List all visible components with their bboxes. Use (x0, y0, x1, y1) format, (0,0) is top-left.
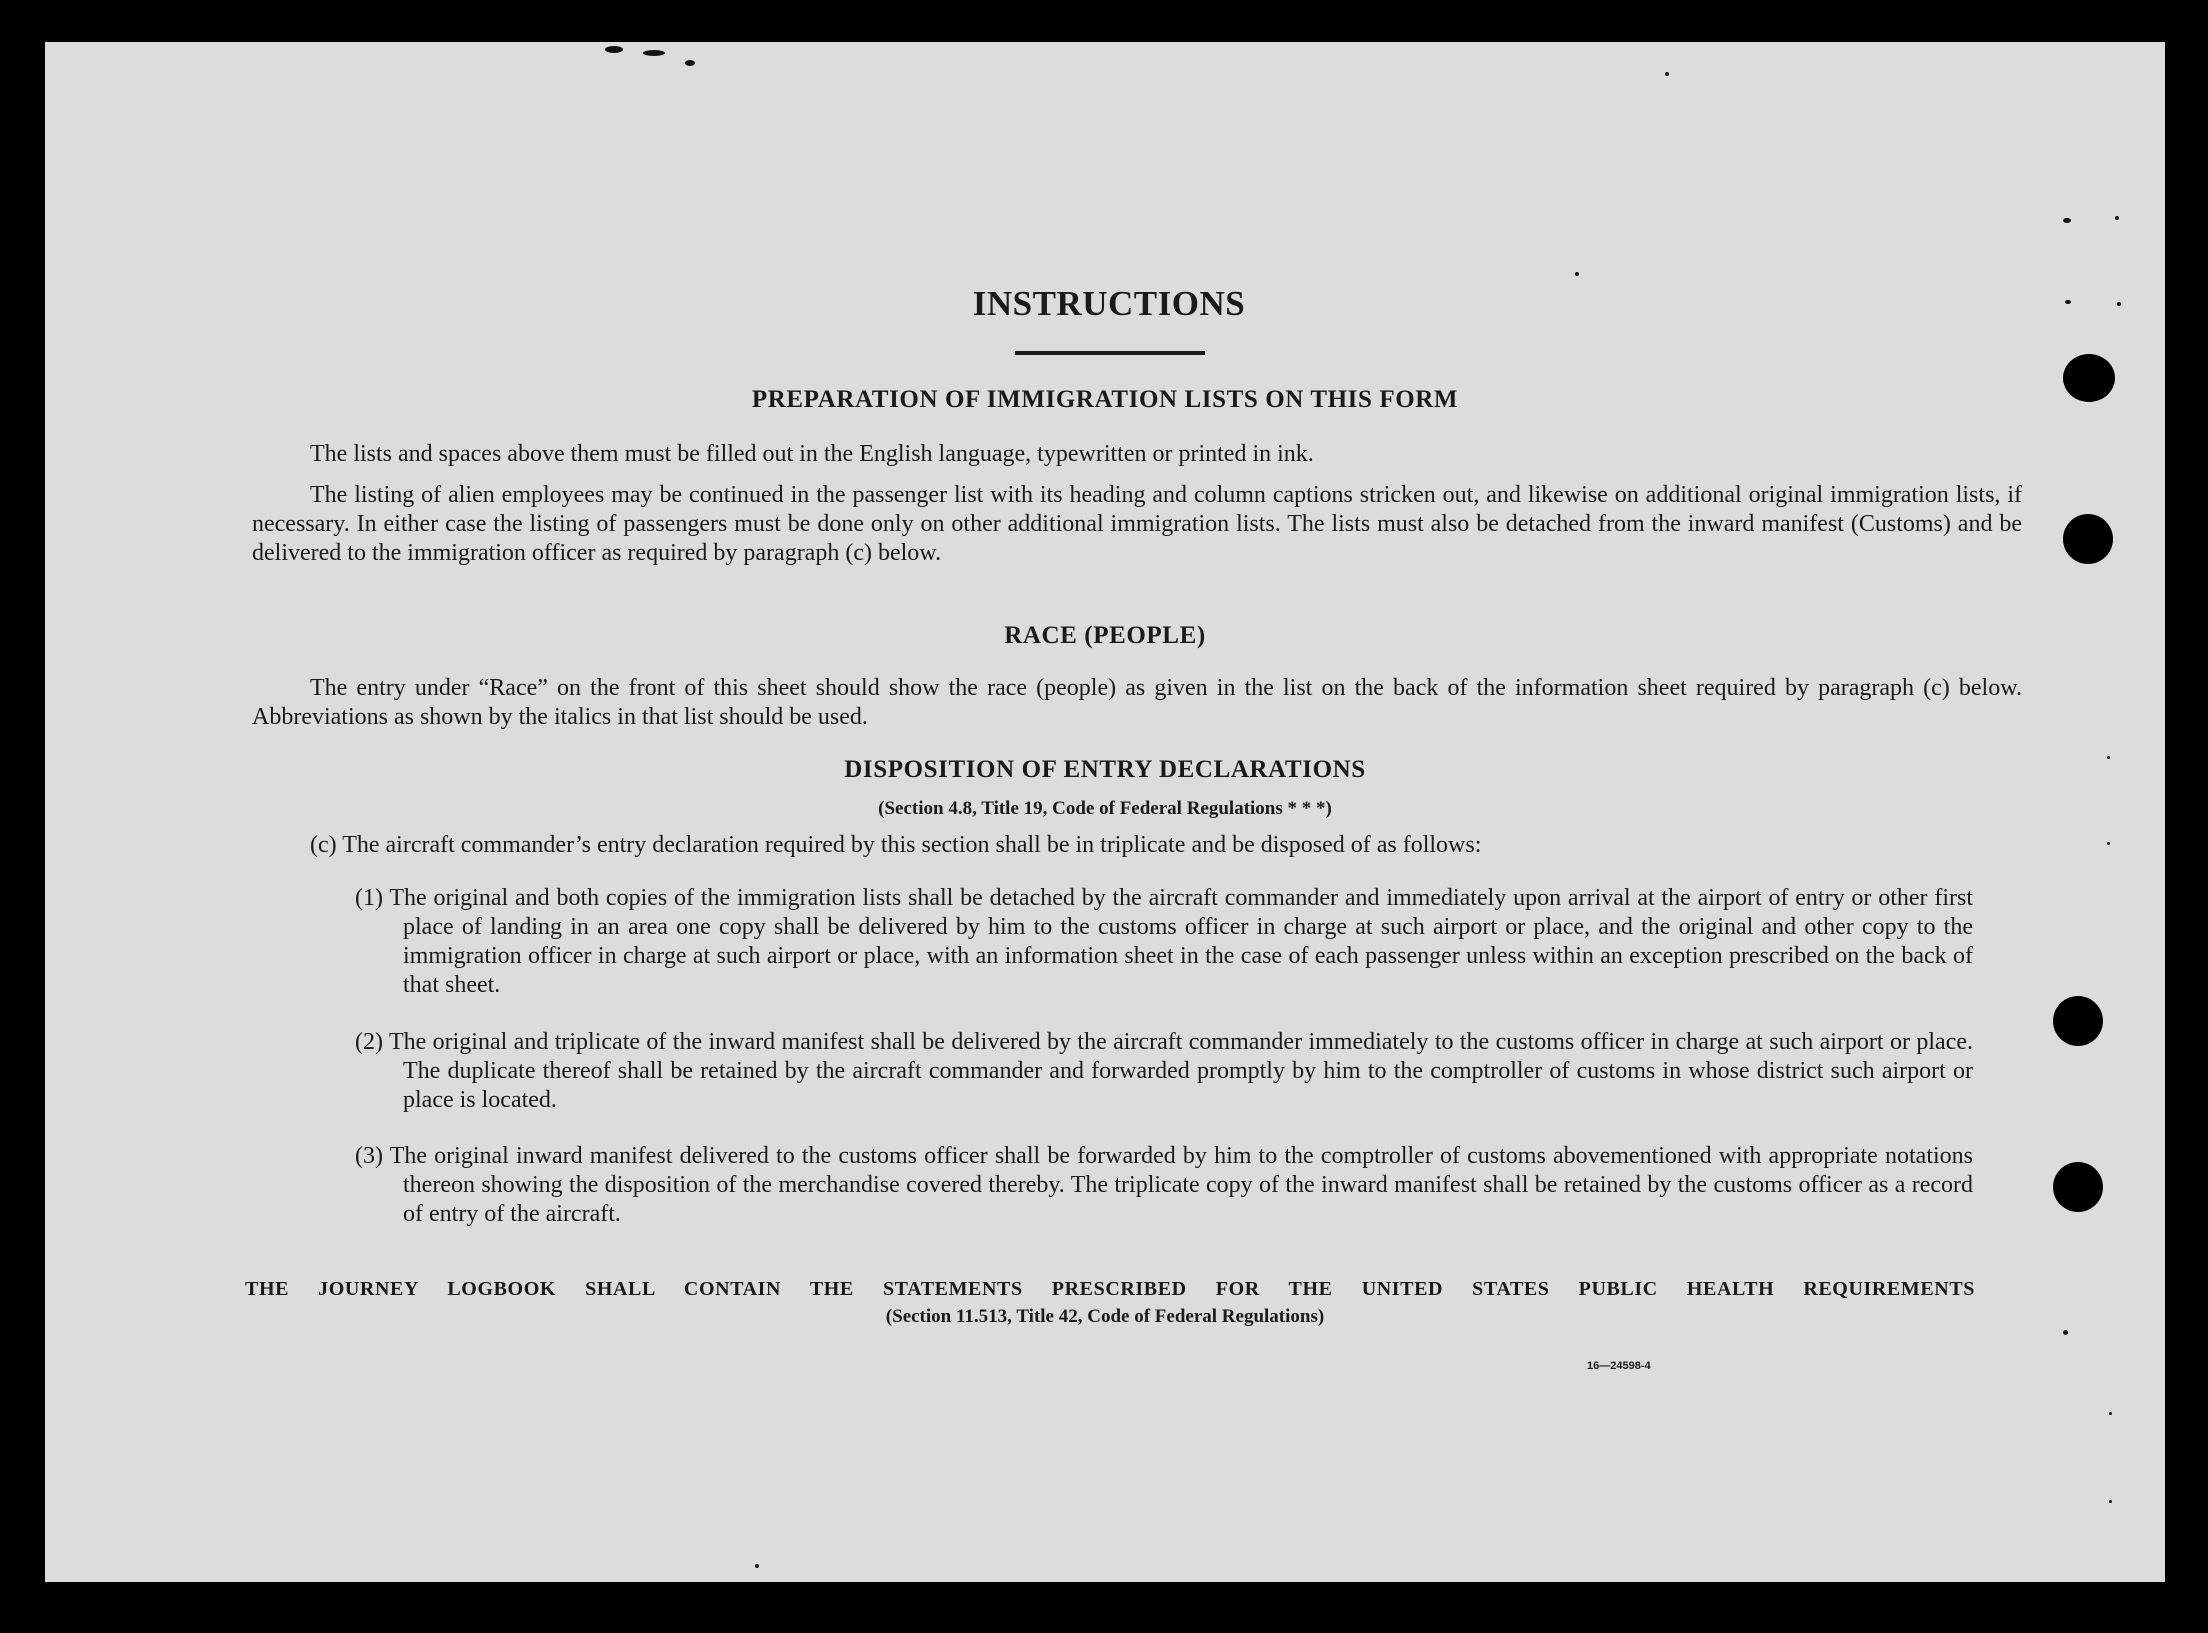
scan-speck (2115, 216, 2119, 220)
scan-speck (643, 50, 665, 56)
disposition-item-1: (1) The original and both copies of the immigration lists shall be detached by the aircraft commander and immediately upon arrival at the airport of entry or other first place of landing in an area one copy shall be delivered by him to the customs officer in charge at such airport or place, and the original and other copy to the immigration officer in charge at such airport or place, with an information sheet in the case of each passenger unless within an exception prescribed on the back of that sheet. (355, 885, 1973, 998)
disposition-citation: (Section 4.8, Title 19, Code of Federal Regulations * * *) (878, 798, 1332, 819)
immigration-paragraph-1-text: The lists and spaces above them must be filled out in the English language, typewritten or printed in ink. (310, 441, 1314, 467)
scan-speck (2107, 756, 2110, 759)
scan-speck (2109, 1412, 2112, 1415)
race-paragraph-text: The entry under “Race” on the front of this sheet should show the race (people) as given in the list on the back of the information sheet required by paragraph (c) below. Abbreviations as shown by the italics in that list should be used. (252, 675, 2022, 730)
scan-speck (1575, 272, 1579, 276)
immigration-paragraph-1 (252, 440, 2022, 469)
scan-speck (2063, 218, 2071, 223)
scan-speck (755, 1564, 759, 1568)
immigration-paragraph-2 (252, 481, 2022, 568)
punch-hole (2063, 514, 2113, 564)
title-underline (1015, 351, 1205, 355)
scan-speck (2117, 302, 2121, 306)
punch-hole (2053, 996, 2103, 1046)
race-paragraph (252, 674, 2022, 732)
health-statement: THE JOURNEY LOGBOOK SHALL CONTAIN THE STATEMENTS PRESCRIBED FOR THE UNITED STATES PUBLIC HEALTH REQUIREMENTS (245, 1278, 1975, 1300)
disposition-item-3: (3) The original inward manifest delivered to the customs officer shall be forwarded by him to the comptroller of customs abovementioned with appropriate notations thereon showing the disposition of the merchandise covered thereby. The triplicate copy of the inward manifest shall be retained by the customs officer as a record of entry of the aircraft. (355, 1143, 1973, 1227)
punch-hole (2053, 1162, 2103, 1212)
scan-speck (685, 60, 695, 66)
scan-speck (2065, 300, 2071, 304)
page-title: INSTRUCTIONS (972, 284, 1246, 323)
disposition-intro: (c) The aircraft commander’s entry declaration required by this section shall be in triplicate and be disposed of as follows: (310, 832, 1482, 858)
immigration-paragraph-2-text: The listing of alien employees may be continued in the passenger list with its heading and column captions stricken out, and likewise on additional original immigration lists, if necessary. In either case the listing of passengers must be done only on other additional immigration lists. The lists must also be detached from the inward manifest (Customs) and be delivered to the immigration officer as required by paragraph (c) below. (252, 482, 2022, 566)
scan-speck (2107, 842, 2110, 845)
form-number: 16—24598-4 (1587, 1360, 1651, 1372)
scan-speck (605, 46, 623, 53)
race-heading: RACE (PEOPLE) (1004, 622, 1206, 649)
disposition-item-2: (2) The original and triplicate of the inward manifest shall be delivered by the aircraft commander immediately to the customs officer in charge at such airport or place. The duplicate thereof shall be retained by the aircraft commander and forwarded promptly by him to the comptroller of customs in whose district such airport or place is located. (355, 1029, 1973, 1113)
disposition-heading: DISPOSITION OF ENTRY DECLARATIONS (844, 756, 1366, 783)
document-page (45, 42, 2165, 1582)
scan-speck (1665, 72, 1669, 76)
scan-speck (2109, 1500, 2112, 1503)
scan-speck (2063, 1330, 2068, 1335)
punch-hole (2063, 354, 2115, 402)
immigration-heading: PREPARATION OF IMMIGRATION LISTS ON THIS FORM (751, 386, 1459, 413)
health-citation: (Section 11.513, Title 42, Code of Federal Regulations) (885, 1306, 1325, 1327)
